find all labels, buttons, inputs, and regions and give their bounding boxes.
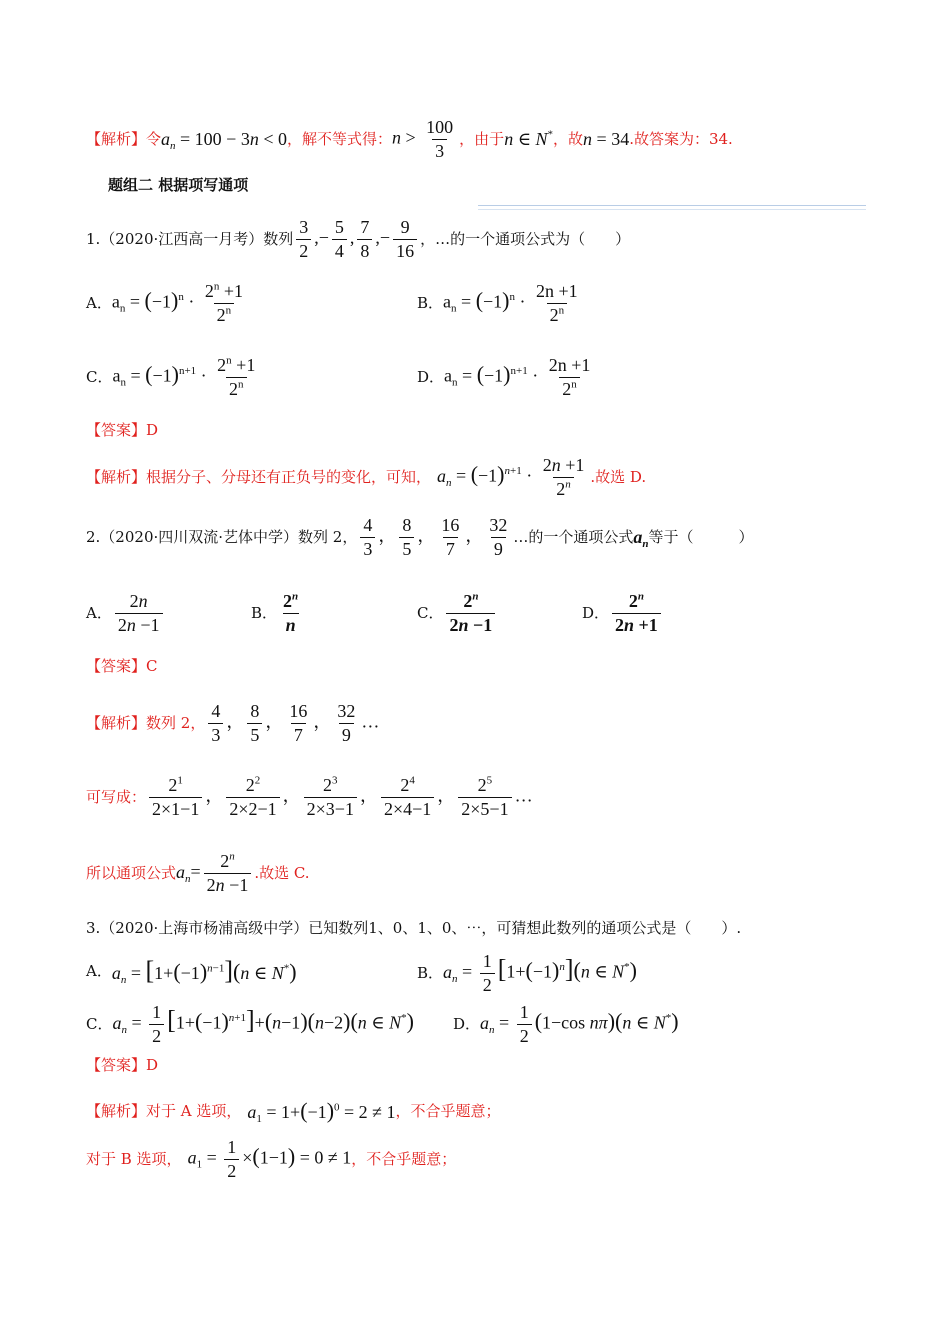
q3-stem: 3.（2020·上海市杨浦高级中学）已知数列1、0、1、0、⋯，可猜想此数列的通项公式是（ ）.	[86, 919, 742, 937]
q2-conclusion: 所以通项公式 $a_n=$ $\frac{2^n}{2n -1}$ .故选 C.	[86, 850, 310, 895]
q3-solution-b: 对于 B 选项， $a_1$ = $\frac{1}{2}$ ×(1−1) = 0 ≠ 1 ，不合乎题意；	[86, 1137, 457, 1181]
q2-option-a[interactable]: A． $\frac{2n}{2n -1}$	[86, 592, 166, 635]
section-divider-light	[478, 209, 866, 210]
q1-answer: 【答案】 D	[86, 421, 159, 439]
q2-solution: 【解析】 数列 2， $\frac{4}{3}$ ， $\frac{8}{5}$ ， $\frac{16}{7}$ ， $\frac{32}{9}$ …	[86, 701, 380, 745]
q2-stem: 2.（2020·四川双流·艺体中学）数列 2， $\frac{4}{3}$ ， $\frac{8}{5}$ ， $\frac{16}{7}$ ， $\frac{32}{9}$ …的一个通项公式 $a_n$ 等于（ ）	[86, 515, 754, 559]
q3-option-a[interactable]: A． $a_n = [1+(-1)^{n-1}](n$ ∈ N*)	[86, 956, 297, 986]
q1-option-b[interactable]: B． $a_n = (-1)^n$ · $\frac{2n +1}{2^n}$	[417, 281, 578, 325]
q3-option-b[interactable]: B． $a_n$ = $\frac{1}{2}$ $[1+(-1)^n](n$ ∈ N*)	[417, 951, 637, 995]
section-title: 题组二 根据项写通项	[108, 176, 249, 194]
top-solution-line: 【解析】 令 $a_n = 100 - 3n < 0$ ，解不等式得： n > $\frac{100}{3}$ ，由于 n ∈ N* ，故 n = 34 .故答案为：34.	[86, 117, 733, 161]
section-divider	[478, 205, 866, 206]
q1-option-a[interactable]: A． $a_n = (-1)^n$ · $\frac{2^n +1}{2^n}$	[86, 280, 243, 325]
q1-option-c[interactable]: C． $a_n = (-1)^{n+1}$ · $\frac{2^n +1}{2^n}$	[86, 354, 256, 399]
q3-option-c[interactable]: C． $a_n$ = $\frac{1}{2}$ $[1+(-1)^{n+1}]+(n-1)(n-2)(n$ ∈ N*)	[86, 1002, 414, 1046]
q3-solution-a: 【解析】 对于 A 选项， $a_1 = 1+(-1)^0 = 2 \ne 1$ ，不合乎题意；	[86, 1098, 501, 1125]
q2-answer: 【答案】 C	[86, 657, 158, 675]
q3-option-d[interactable]: D． $a_n$ = $\frac{1}{2}$ (1−cos nπ)(n ∈ N*)	[453, 1002, 679, 1046]
q2-option-c[interactable]: C． $\frac{2^n}{2n -1}$	[417, 592, 498, 635]
q1-option-d[interactable]: D． $a_n = (-1)^{n+1}$ · $\frac{2n +1}{2^n}$	[417, 355, 591, 399]
inequality-result: n > $\frac{100}{3}$	[392, 117, 454, 161]
q2-rewrite: 可写成： $\frac{2^1}{2\times 1-1}$ ， $\frac{2^2}{2\times 2-1}$ ， $\frac{2^3}{2\times 3-1}$ ， $\frac{2^4}{2\times 4-1}$ ， $\frac{2^5}{2\times 5-1}$ …	[86, 774, 533, 819]
q3-answer: 【答案】 D	[86, 1056, 159, 1074]
q2-option-b[interactable]: B． $\frac{2^n}{n}$	[251, 590, 299, 635]
inequality-formula: $a_n = 100 - 3n < 0$	[161, 129, 287, 153]
q2-option-d[interactable]: D． $\frac{2^n}{2n +1}$	[582, 592, 664, 635]
q1-stem: 1.（2020·江西高一月考）数列 $\frac{3}{2}$ ,− $\frac{5}{4}$ , $\frac{7}{8}$ ,− $\frac{9}{16}$ ，…的一个通项公式为（ ）	[86, 217, 631, 261]
q1-sequence: $\frac{3}{2}$ ,− $\frac{5}{4}$ , $\frac{7}{8}$ ,− $\frac{9}{16}$	[293, 218, 420, 261]
q1-solution: 【解析】 根据分子、分母还有正负号的变化，可知， $a_n = (-1)^{n+1}$ · $\frac{2n +1}{2^n}$ .故选 D.	[86, 455, 647, 499]
solution-tag: 【解析】	[86, 129, 147, 148]
q2-sequence: $\frac{4}{3}$ ， $\frac{8}{5}$ ， $\frac{16}{7}$ ， $\frac{32}{9}$	[357, 516, 513, 559]
